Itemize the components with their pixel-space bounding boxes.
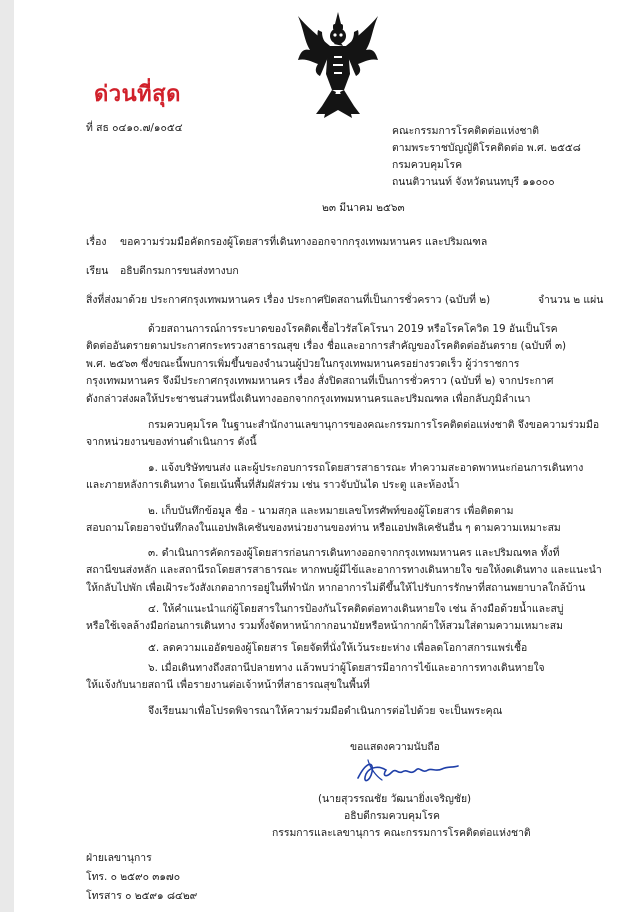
paragraph-line: ดังกล่าวส่งผลให้ประชาชนส่วนหนึ่งเดินทางออกจากกรุงเทพมหานครและปริมณฑล เพื่อกลับภูมิลำเนา (86, 392, 531, 405)
item-4 (86, 601, 626, 636)
footer-phone: โทร. ๐ ๒๕๙๐ ๓๑๗๐ (86, 871, 181, 883)
enclosure-text: สิ่งที่ส่งมาด้วย ประกาศกรุงเทพมหานคร เรื่อง ประกาศปิดสถานที่เป็นการชั่วคราว (ฉบับที่ ๒) (86, 294, 491, 306)
document-number: ที่ สธ ๐๔๑๐.๗/๑๐๕๔ (86, 122, 183, 134)
salutation: ขอแสดงความนับถือ (350, 741, 440, 753)
item-line: และภายหลังการเดินทาง โดยเน้นพื้นที่สัมผัสร่วม เช่น ราวจับบันได ประตู และห้องน้ำ (86, 479, 460, 492)
item-line: ๕. ลดความแออัดของผู้โดยสาร โดยจัดที่นั่งให้เว้นระยะห่าง เพื่อลดโอกาสการแพร่เชื้อ (148, 642, 528, 654)
item-2 (86, 503, 626, 538)
item-line: สอบถามโดยอาจบันทึกลงในแอปพลิเคชันของหน่วยงานของท่าน หรือแอปพลิเคชันอื่น ๆ ตามความเหมาะสม (86, 522, 561, 535)
closing-sentence: จึงเรียนมาเพื่อโปรดพิจารณาให้ความร่วมมือดำเนินการต่อไปด้วย จะเป็นพระคุณ (148, 705, 503, 717)
subject-label: เรื่อง (86, 236, 107, 248)
item-1 (86, 460, 626, 495)
letter-page (14, 0, 640, 912)
sender-line: กรมควบคุมโรค (392, 159, 463, 171)
sender-line: ตามพระราชบัญญัติโรคติดต่อ พ.ศ. ๒๕๕๘ (392, 142, 581, 154)
item-5 (86, 640, 626, 657)
recipient-label: เรียน (86, 265, 109, 277)
item-line: ๖. เมื่อเดินทางถึงสถานีปลายทาง แล้วพบว่าผู้โดยสารมีอาการไข้และอาการทางเดินหายใจ (148, 662, 545, 674)
signature-icon (352, 756, 462, 788)
enclosure-quantity: จำนวน ๒ แผ่น (538, 294, 604, 306)
paragraph-line: ติดต่ออันตรายตามประกาศกระทรวงสาธารณสุข เรื่อง ชื่อและอาการสำคัญของโรคติดต่ออันตราย (ฉบับที่ ๓) (86, 340, 567, 353)
paragraph-line: จากหน่วยงานของท่านดำเนินการ ดังนี้ (86, 436, 257, 449)
item-line: หรือใช้เจลล้างมือก่อนการเดินทาง รวมทั้งจัดหาหน้ากากอนามัยหรือหน้ากากผ้าให้สวมใส่ตามความเหมาะสม (86, 620, 563, 633)
paragraph-line: กรุงเทพมหานคร จึงมีประกาศกรุงเทพมหานคร เรื่อง สั่งปิดสถานที่เป็นการชั่วคราว (ฉบับที่ ๒) จากประกาศ (86, 375, 554, 388)
item-line: ๓. ดำเนินการคัดกรองผู้โดยสารก่อนการเดินทางออกจากกรุงเทพมหานคร และปริมณฑล ทั้งที่ (148, 547, 560, 559)
request-paragraph (86, 417, 626, 452)
recipient-text: อธิบดีกรมการขนส่งทางบก (120, 265, 239, 277)
paragraph-line: พ.ศ. ๒๕๖๓ ซึ่งขณะนี้พบการเพิ่มขึ้นของจำนวนผู้ป่วยในกรุงเทพมหานครอย่างรวดเร็ว ผู้ว่าราชการ (86, 357, 520, 370)
item-line: ให้กลับไปพัก เพื่อเฝ้าระวังสังเกตอาการอยู่ในที่พำนัก หากอาการไม่ดีขึ้นให้ไปรับการรักษาที่สถานพยาบาลใกล้บ้าน (86, 581, 586, 594)
item-line: ๒. เก็บบันทึกข้อมูล ชื่อ - นามสกุล และหมายเลขโทรศัพท์ของผู้โดยสาร เพื่อติดตาม (148, 505, 514, 517)
item-6 (86, 660, 626, 695)
item-line: สถานีขนส่งหลัก และสถานีรถโดยสารสาธารณะ หากพบผู้มีไข้และอาการทางเดินหายใจ ขอให้งดเดินทาง และแนะนำ (86, 564, 602, 577)
footer-fax: โทรสาร ๐ ๒๕๙๑ ๘๔๒๙ (86, 890, 198, 902)
sender-line: คณะกรรมการโรคติดต่อแห่งชาติ (392, 125, 540, 137)
item-line: ๔. ให้คำแนะนำแก่ผู้โดยสารในการป้องกันโรคติดต่อทางเดินหายใจ เช่น ล้างมือด้วยน้ำและสบู่ (148, 603, 564, 615)
item-line: ๑. แจ้งบริษัทขนส่ง และผู้ประกอบการรถโดยสารสาธารณะ ทำความสะอาดพาหนะก่อนการเดินทาง (148, 462, 584, 474)
urgency-stamp: ด่วนที่สุด (94, 81, 181, 107)
letter-date: ๒๓ มีนาคม ๒๕๖๓ (322, 202, 405, 214)
signatory-name: (นายสุวรรณชัย วัฒนายิ่งเจริญชัย) (318, 793, 472, 805)
subject-text: ขอความร่วมมือคัดกรองผู้โดยสารที่เดินทางออกจากกรุงเทพมหานคร และปริมณฑล (120, 236, 488, 248)
footer-department: ฝ่ายเลขานุการ (86, 852, 152, 864)
item-3 (86, 545, 626, 597)
signatory-position: กรรมการและเลขานุการ คณะกรรมการโรคติดต่อแห่งชาติ (272, 827, 531, 839)
signatory-position: อธิบดีกรมควบคุมโรค (344, 810, 440, 822)
paragraph-line: ด้วยสถานการณ์การระบาดของโรคติดเชื้อไวรัสโคโรนา 2019 หรือโรคโควิด 19 อันเป็นโรค (148, 323, 558, 335)
intro-paragraph (86, 321, 626, 408)
paragraph-line: กรมควบคุมโรค ในฐานะสำนักงานเลขานุการของคณะกรรมการโรคติดต่อแห่งชาติ จึงขอความร่วมมือ (148, 419, 600, 431)
garuda-emblem-icon (296, 10, 380, 122)
sender-line: ถนนติวานนท์ จังหวัดนนทบุรี ๑๑๐๐๐ (392, 176, 555, 188)
item-line: ให้แจ้งกับนายสถานี เพื่อรายงานต่อเจ้าหน้าที่สาธารณสุขในพื้นที่ (86, 679, 370, 692)
